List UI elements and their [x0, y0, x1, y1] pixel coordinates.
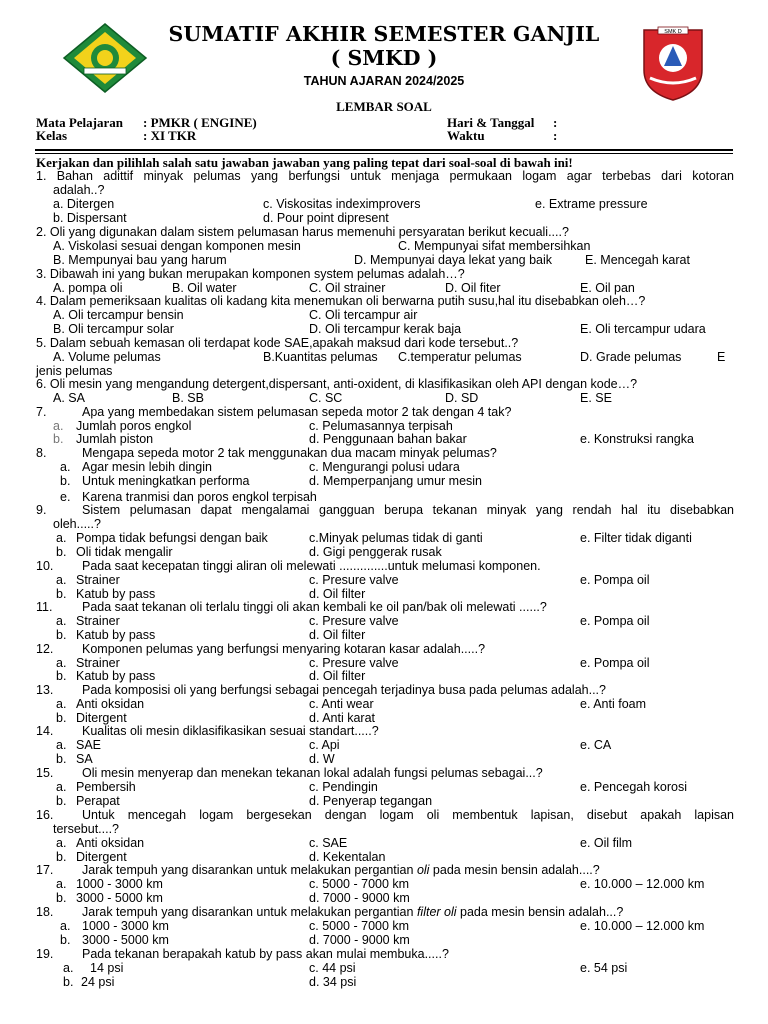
q16-option-d: d. Kekentalan [309, 850, 386, 864]
question-4-text: 4. Dalam pemeriksaan kualitas oli kadang kita menemukan oli berwarna putih susu,hal itu disebabkan oleh…? [36, 294, 646, 308]
q10-option-c: c. Presure valve [309, 573, 399, 587]
svg-text:SMK D: SMK D [664, 29, 682, 35]
q10-option-b: Katub by pass [76, 587, 156, 601]
question-14-number: 14. [36, 724, 54, 738]
q10-option-a: Strainer [76, 573, 120, 587]
exam-subtitle: ( SMKD ) [330, 46, 438, 70]
q14-option-e: e. CA [580, 738, 612, 752]
q10-option-e: e. Pompa oil [580, 573, 650, 587]
question-7-text: Apa yang membedakan sistem pelumasan sepeda motor 2 tak dengan 4 tak? [82, 405, 512, 419]
day-date-label: Hari & Tanggal [447, 115, 535, 130]
q2-option-e: E. Mencegah karat [585, 253, 690, 267]
question-16-number: 16. [36, 808, 54, 822]
q8-option-b: Untuk meningkatkan performa [82, 474, 250, 488]
q11-option-a-marker: a. [56, 614, 67, 628]
q3-option-d: D. Oil fiter [445, 281, 501, 295]
q18-option-b-marker: b. [60, 933, 71, 947]
q5-option-c: C.temperatur pelumas [398, 350, 522, 364]
q11-option-b: Katub by pass [76, 628, 156, 642]
q13-option-b: Ditergent [76, 711, 127, 725]
question-11-number: 11. [36, 600, 53, 614]
q6-option-a: A. SA [53, 391, 85, 405]
q7-option-b: Jumlah piston [76, 432, 154, 446]
q17-option-c: c. 5000 - 7000 km [309, 877, 410, 891]
q4-option-d: D. Oli tercampur kerak baja [309, 322, 462, 336]
question-19-text: Pada tekanan berapakah katub by pass akan mulai membuka.....? [82, 947, 449, 961]
class-value: : XI TKR [143, 128, 197, 143]
q4-option-b: B. Oli tercampur solar [53, 322, 174, 336]
q5-option-e-cont: jenis pelumas [36, 364, 113, 378]
question-7-number: 7. [36, 405, 47, 419]
question-13-text: Pada komposisi oli yang berfungsi sebagai pencegah terjadinya busa pada pelumas adalah...? [82, 683, 606, 697]
q8-option-d: d. Memperpanjang umur mesin [309, 474, 482, 488]
q18-option-d: d. 7000 - 9000 km [309, 933, 410, 947]
q8-option-e: Karena tranmisi dan poros engkol terpisah [82, 490, 317, 504]
q9-option-d: d. Gigi penggerak rusak [309, 545, 442, 559]
q9-option-a-marker: a. [56, 531, 67, 545]
question-2-text: 2. Oli yang digunakan dalam sistem pelumasan harus memenuhi persyaratan berikut kecuali....? [36, 225, 569, 239]
q12-option-c: c. Presure valve [309, 656, 399, 670]
question-14-text: Kualitas oli mesin diklasifikasikan sesuai standart.....? [82, 724, 379, 738]
q19-option-e: e. 54 psi [580, 961, 628, 975]
question-6-text: 6. Oli mesin yang mengandung detergent,dispersant, anti-oxident, di klasifikasikan oleh API dengan kode…? [36, 377, 638, 391]
q6-option-e: E. SE [580, 391, 612, 405]
q9-option-b: Oli tidak mengalir [76, 545, 173, 559]
q7-option-d: d. Penggunaan bahan bakar [309, 432, 467, 446]
q9-option-a: Pompa tidak befungsi dengan baik [76, 531, 268, 545]
question-8-number: 8. [36, 446, 47, 460]
q12-option-e: e. Pompa oil [580, 656, 650, 670]
q19-option-b-marker: b. [63, 975, 74, 989]
q9-option-e: e. Filter tidak diganti [580, 531, 692, 545]
class-label: Kelas [36, 128, 68, 143]
q12-option-b-marker: b. [56, 669, 67, 683]
q14-option-a-marker: a. [56, 738, 67, 752]
q1-option-d: d. Pour point dipresent [263, 211, 389, 225]
q13-option-e: e. Anti foam [580, 697, 647, 711]
q11-option-c: c. Presure valve [309, 614, 399, 628]
q3-option-c: C. Oil strainer [309, 281, 386, 295]
q11-option-e: e. Pompa oil [580, 614, 650, 628]
q1-option-e: e. Extrame pressure [535, 197, 648, 211]
q13-option-d: d. Anti karat [309, 711, 376, 725]
q3-option-e: E. Oil pan [580, 281, 635, 295]
q7-option-a: Jumlah poros engkol [76, 419, 192, 433]
q18-option-e: e. 10.000 – 12.000 km [580, 919, 705, 933]
q8-option-b-marker: b. [60, 474, 71, 488]
question-17-number: 17. [36, 863, 54, 877]
q5-option-a: A. Volume pelumas [53, 350, 161, 364]
q12-option-d: d. Oil filter [309, 669, 366, 683]
academic-year: TAHUN AJARAN 2024/2025 [303, 74, 465, 88]
question-19-number: 19. [36, 947, 54, 961]
q5-option-e: E [717, 350, 726, 364]
q18-option-c: c. 5000 - 7000 km [309, 919, 410, 933]
q18-option-b: 3000 - 5000 km [82, 933, 169, 947]
q15-option-a-marker: a. [56, 780, 67, 794]
q2-option-b: B. Mempunyai bau yang harum [53, 253, 227, 267]
sheet-title: LEMBAR SOAL [336, 99, 432, 114]
q14-option-a: SAE [76, 738, 102, 752]
q18-option-a: 1000 - 3000 km [82, 919, 169, 933]
q10-option-b-marker: b. [56, 587, 67, 601]
q7-option-e: e. Konstruksi rangka [580, 432, 694, 446]
q16-option-a-marker: a. [56, 836, 67, 850]
question-18-number: 18. [36, 905, 54, 919]
q19-option-b: 24 psi [81, 975, 115, 989]
q15-option-b: Perapat [76, 794, 120, 808]
question-18-text: Jarak tempuh yang disarankan untuk melakukan pergantian filter oli pada mesin bensin adalah...? [82, 905, 624, 919]
q14-option-b-marker: b. [56, 752, 67, 766]
question-15-text: Oli mesin menyerap dan menekan tekanan lokal adalah fungsi pelumas sebagai...? [82, 766, 543, 780]
question-1-text: 1. Bahan adittif minyak pelumas yang berfungsi untuk menjaga permukaan logam agar terbebas dari kotoran [36, 169, 734, 183]
q8-option-a: Agar mesin lebih dingin [82, 460, 212, 474]
instruction-text: Kerjakan dan pilihlah salah satu jawaban jawaban yang paling tepat dari soal-soal di bawah ini! [36, 155, 573, 170]
q7-option-c: c. Pelumasannya terpisah [309, 419, 453, 433]
q4-option-e: E. Oli tercampur udara [580, 322, 706, 336]
q9-option-c: c.Minyak pelumas tidak di ganti [309, 531, 483, 545]
q19-option-d: d. 34 psi [309, 975, 357, 989]
q11-option-d: d. Oil filter [309, 628, 366, 642]
q2-option-c: C. Mempunyai sifat membersihkan [398, 239, 591, 253]
q7-option-a-marker: a. [53, 419, 64, 433]
q10-option-a-marker: a. [56, 573, 67, 587]
header-divider-thin [35, 153, 733, 154]
q11-option-b-marker: b. [56, 628, 67, 642]
header-divider-thick [35, 149, 733, 151]
q14-option-d: d. W [309, 752, 335, 766]
q12-option-a: Strainer [76, 656, 120, 670]
question-16-text: Untuk mencegah logam bergesekan dengan logam oli membentuk lapisan, disebut apakah lapisan [82, 808, 734, 822]
q12-option-b: Katub by pass [76, 669, 156, 683]
question-3-text: 3. Dibawah ini yang bukan merupakan komponen system pelumas adalah…? [36, 267, 465, 281]
q16-option-c: c. SAE [309, 836, 348, 850]
q16-option-e: e. Oil film [580, 836, 633, 850]
question-9-number: 9. [36, 503, 47, 517]
q9-option-b-marker: b. [56, 545, 67, 559]
question-12-number: 12. [36, 642, 54, 656]
q2-option-a: A. Viskolasi sesuai dengan komponen mesin [53, 239, 301, 253]
q5-option-d: D. Grade pelumas [580, 350, 682, 364]
q19-option-a: 14 psi [90, 961, 124, 975]
q15-option-b-marker: b. [56, 794, 67, 808]
question-12-text: Komponen pelumas yang berfungsi menyaring kotaran kasar adalah.....? [82, 642, 486, 656]
q1-option-a: a. Ditergen [53, 197, 115, 211]
q4-option-a: A. Oli tercampur bensin [53, 308, 184, 322]
question-10-number: 10. [36, 559, 54, 573]
question-5-text: 5. Dalam sebuah kemasan oli terdapat kode SAE,apakah maksud dari kode tersebut..? [36, 336, 519, 350]
q17-option-e: e. 10.000 – 12.000 km [580, 877, 705, 891]
q8-option-c: c. Mengurangi polusi udara [309, 460, 460, 474]
q13-option-c: c. Anti wear [309, 697, 374, 711]
q2-option-d: D. Mempunyai daya lekat yang baik [354, 253, 553, 267]
q18-option-a-marker: a. [60, 919, 71, 933]
q11-option-a: Strainer [76, 614, 120, 628]
question-9-text-cont: oleh.....? [53, 517, 101, 531]
q13-option-a: Anti oksidan [76, 697, 145, 711]
q15-option-c: c. Pendingin [309, 780, 378, 794]
q8-option-e-marker: e. [60, 490, 71, 504]
question-16-text-cont: tersebut....? [53, 822, 120, 836]
q17-option-b-marker: b. [56, 891, 67, 905]
q15-option-e: e. Pencegah korosi [580, 780, 688, 794]
q16-option-a: Anti oksidan [76, 836, 145, 850]
q8-option-a-marker: a. [60, 460, 71, 474]
q1-option-b: b. Dispersant [53, 211, 127, 225]
question-9-text: Sistem pelumasan dapat mengalamai gangguan berupa tekanan minyak yang rendah hal itu disebabkan [82, 503, 734, 517]
q15-option-d: d. Penyerap tegangan [309, 794, 433, 808]
q17-option-b: 3000 - 5000 km [76, 891, 163, 905]
q15-option-a: Pembersih [76, 780, 136, 794]
q3-option-a: A. pompa oli [53, 281, 123, 295]
q19-option-c: c. 44 psi [309, 961, 356, 975]
question-15-number: 15. [36, 766, 54, 780]
q10-option-d: d. Oil filter [309, 587, 366, 601]
time-label: Waktu [447, 128, 485, 143]
q17-option-a: 1000 - 3000 km [76, 877, 163, 891]
q19-option-a-marker: a. [63, 961, 74, 975]
q13-option-b-marker: b. [56, 711, 67, 725]
q12-option-a-marker: a. [56, 656, 67, 670]
time-value: : [553, 128, 558, 143]
question-17-text: Jarak tempuh yang disarankan untuk melakukan pergantian oli pada mesin bensin adalah....? [82, 863, 600, 877]
q13-option-a-marker: a. [56, 697, 67, 711]
q7-option-b-marker: b. [53, 432, 64, 446]
q4-option-c: C. Oli tercampur air [309, 308, 418, 322]
q3-option-b: B. Oil water [172, 281, 237, 295]
question-8-text: Mengapa sepeda motor 2 tak menggunakan dua macam minyak pelumas? [82, 446, 497, 460]
q6-option-c: C. SC [309, 391, 343, 405]
q16-option-b-marker: b. [56, 850, 67, 864]
exam-title: SUMATIF AKHIR SEMESTER GANJIL [168, 22, 600, 46]
q17-option-a-marker: a. [56, 877, 67, 891]
subject-value: : PMKR ( ENGINE) [143, 115, 257, 130]
day-date-value: : [553, 115, 558, 130]
q16-option-b: Ditergent [76, 850, 127, 864]
question-13-number: 13. [36, 683, 54, 697]
q17-option-d: d. 7000 - 9000 km [309, 891, 410, 905]
q5-option-b: B.Kuantitas pelumas [263, 350, 378, 364]
question-1-text-cont: adalah..? [53, 183, 105, 197]
q14-option-b: SA [76, 752, 93, 766]
question-10-text: Pada saat kecepatan tinggi aliran oli melewati ..............untuk melumasi komponen. [82, 559, 541, 573]
q6-option-b: B. SB [172, 391, 204, 405]
question-11-text: Pada saat tekanan oli terlalu tinggi oli akan kembali ke oil pan/bak oli melewati ......? [82, 600, 547, 614]
q14-option-c: c. Api [309, 738, 340, 752]
subject-label: Mata Pelajaran [36, 115, 124, 130]
q1-option-c: c. Viskositas indeximprovers [263, 197, 421, 211]
q6-option-d: D. SD [445, 391, 479, 405]
